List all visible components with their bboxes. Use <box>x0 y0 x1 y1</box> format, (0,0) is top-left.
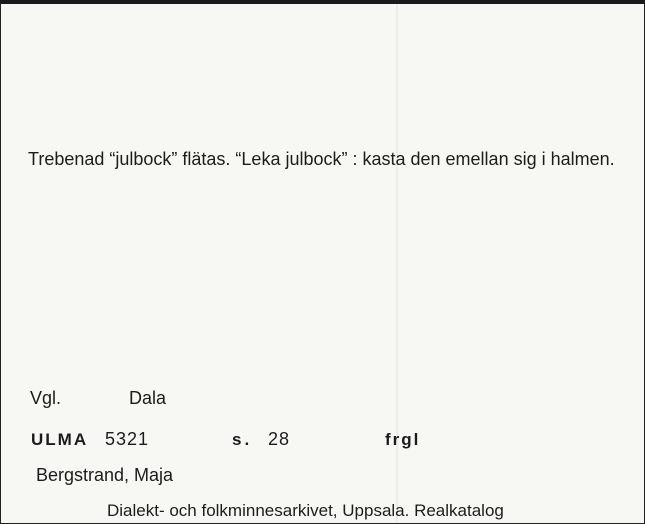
archive-number: 5321 <box>105 429 150 449</box>
vgl-label: Vgl. <box>30 388 62 408</box>
category-code: frgl <box>385 430 421 449</box>
archive-footer: Dialekt- och folkminnesarkivet, Uppsala. Realkatalog <box>107 501 504 520</box>
archive-label: ULMA <box>31 430 89 449</box>
card-description: Trebenad “julbock” flätas. “Leka julbock” : kasta den emellan sig i halmen. <box>28 149 615 169</box>
province-value: Dala <box>129 388 167 408</box>
page-label: s. <box>232 430 253 449</box>
page-number: 28 <box>268 429 291 449</box>
informant-name: Bergstrand, Maja <box>36 465 174 485</box>
